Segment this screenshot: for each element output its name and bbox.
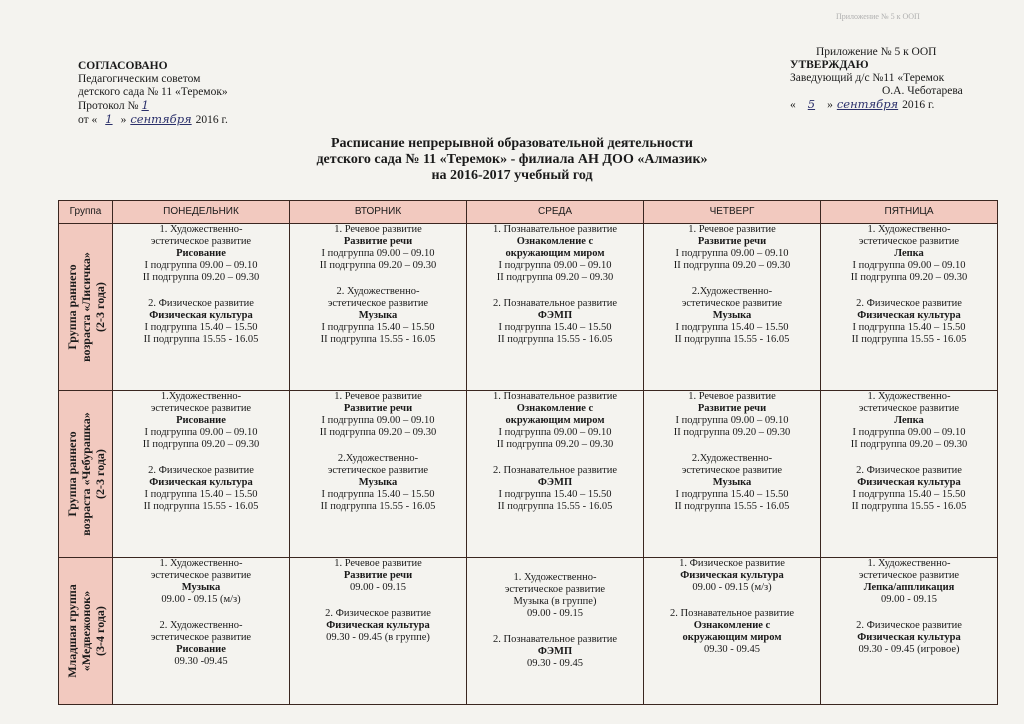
schedule-cell xyxy=(467,224,644,391)
cell-line: I подгруппа 09.00 – 09.10 xyxy=(498,260,612,271)
activity-title: Физическая культура xyxy=(857,632,961,644)
activity-title: Развитие речи xyxy=(697,236,767,247)
cell-line: 09.00 - 09.15 (м/з) xyxy=(161,594,241,606)
activity-title: окружающим миром xyxy=(505,415,605,427)
schedule-cell xyxy=(290,558,467,705)
cell-line: I подгруппа 15.40 – 15.50 xyxy=(852,322,966,333)
cell-line: эстетическое развитие xyxy=(327,298,429,309)
cell-line: II подгруппа 15.55 - 16.05 xyxy=(320,334,436,345)
cell-line: 2. Физическое развитие xyxy=(148,298,254,309)
header-group: Группа xyxy=(59,201,113,224)
date-line-right: « 5 » сентября 2016 г. xyxy=(790,97,935,111)
schedule-cell xyxy=(821,391,998,558)
activity-title: Лепка xyxy=(894,248,924,259)
cell-line: 1. Речевое развитие xyxy=(334,558,422,570)
protocol-line: Протокол № 1 xyxy=(78,98,149,112)
table-row xyxy=(59,224,998,391)
cell-line: 1. Речевое развитие xyxy=(688,391,776,403)
activity-title: Развитие речи xyxy=(343,236,413,247)
cell-line: II подгруппа 09.20 – 09.30 xyxy=(850,272,968,283)
activity-title: Физическая культура xyxy=(326,620,430,632)
date-day-handwritten: 1 xyxy=(105,112,113,126)
group-name xyxy=(65,584,107,678)
cell-line: 2.Художественно- xyxy=(691,286,773,297)
cell-spacer xyxy=(115,451,287,465)
header-monday: ПОНЕДЕЛЬНИК xyxy=(113,201,290,224)
cell-line: 09.00 - 09.15 xyxy=(350,582,406,594)
activity-title: Ознакомление с xyxy=(516,403,594,415)
schedule-cell xyxy=(290,224,467,391)
cell-line: 1. Речевое развитие xyxy=(688,224,776,235)
cell-line: II подгруппа 15.55 - 16.05 xyxy=(674,334,790,345)
cell-line: II подгруппа 09.20 – 09.30 xyxy=(673,260,791,271)
cell-line: I подгруппа 09.00 – 09.10 xyxy=(321,415,435,427)
table-header-row xyxy=(59,201,998,224)
activity-title: Рисование xyxy=(176,644,226,656)
cell-line: I подгруппа 15.40 – 15.50 xyxy=(498,322,612,333)
header-wednesday: СРЕДА xyxy=(467,201,644,224)
cell-spacer xyxy=(292,594,464,608)
cell-line: 09.00 - 09.15 xyxy=(527,608,583,620)
cell-spacer xyxy=(469,620,641,634)
group-name xyxy=(65,252,107,362)
header-thursday: ЧЕТВЕРГ xyxy=(644,201,821,224)
activity-title: Рисование xyxy=(176,415,226,427)
activity-title: Физическая культура xyxy=(857,310,961,321)
cell-line: эстетическое развитие xyxy=(681,298,783,309)
cell-line: II подгруппа 15.55 - 16.05 xyxy=(674,501,790,513)
date-month-handwritten: сентября xyxy=(836,97,899,111)
title-line-1: Расписание непрерывной образовательной деятельности xyxy=(331,136,693,151)
cell-line: II подгруппа 15.55 - 16.05 xyxy=(320,501,436,513)
schedule-cell xyxy=(113,224,290,391)
activity-title: Физическая культура xyxy=(149,310,253,321)
activity-title: Музыка xyxy=(712,310,752,321)
cell-spacer xyxy=(115,284,287,298)
cell-line: 2. Художественно- xyxy=(336,286,420,297)
group-name-line: возраста «Лисичка» xyxy=(78,252,93,362)
group-cell xyxy=(59,224,113,391)
cell-line: 09.30 -09.45 xyxy=(174,656,228,668)
schedule-cell xyxy=(113,558,290,705)
cell-line: I подгруппа 09.00 – 09.10 xyxy=(144,427,258,439)
cell-line: II подгруппа 09.20 – 09.30 xyxy=(142,272,260,283)
cell-spacer xyxy=(115,606,287,620)
activity-title: Музыка xyxy=(712,477,752,489)
table-row xyxy=(59,558,998,705)
group-name-line: возраста «Чебурашка» xyxy=(78,412,93,536)
cell-line: 1. Познавательное развитие xyxy=(492,391,618,403)
activity-title: Лепка/аппликация xyxy=(863,582,955,594)
schedule-cell xyxy=(113,391,290,558)
activity-title: Ознакомление с xyxy=(516,236,594,247)
cell-line: 2.Художественно- xyxy=(691,453,773,465)
cell-line: II подгруппа 09.20 – 09.30 xyxy=(319,427,437,439)
cell-line: эстетическое развитие xyxy=(858,403,960,415)
cell-line: 09.30 - 09.45 (игровое) xyxy=(858,644,960,656)
activity-title: Музыка xyxy=(358,310,398,321)
title-line-2: детского сада № 11 «Теремок» - филиала АН ДОО «Алмазик» xyxy=(316,152,708,167)
activity-title: Развитие речи xyxy=(343,570,413,582)
cell-line: I подгруппа 09.00 – 09.10 xyxy=(675,415,789,427)
group-name-line: (3-4 года) xyxy=(92,606,107,657)
cell-line: I подгруппа 09.00 – 09.10 xyxy=(852,260,966,271)
cell-line: I подгруппа 15.40 – 15.50 xyxy=(144,489,258,501)
cell-line: 1. Познавательное развитие xyxy=(492,224,618,235)
cell-line: I подгруппа 09.00 – 09.10 xyxy=(675,248,789,259)
schedule-cell xyxy=(821,224,998,391)
cell-line: II подгруппа 15.55 - 16.05 xyxy=(143,334,259,345)
cell-line: II подгруппа 09.20 – 09.30 xyxy=(319,260,437,271)
cell-line: 1. Речевое развитие xyxy=(334,224,422,235)
cell-line: II подгруппа 09.20 – 09.30 xyxy=(496,272,614,283)
cell-line: II подгруппа 15.55 - 16.05 xyxy=(851,334,967,345)
date-line-left: от « 1 » сентября 2016 г. xyxy=(78,112,228,126)
schedule-cell xyxy=(467,391,644,558)
cell-line: II подгруппа 09.20 – 09.30 xyxy=(142,439,260,451)
cell-line: I подгруппа 15.40 – 15.50 xyxy=(498,489,612,501)
cell-spacer xyxy=(823,451,995,465)
cell-line: 09.30 - 09.45 xyxy=(704,644,760,656)
cell-line: 1. Художественно- xyxy=(159,224,243,235)
group-name-line: «Медвежонок» xyxy=(78,590,93,672)
group-name-line: Группа раннего xyxy=(64,264,79,350)
cell-line: Музыка (в группе) xyxy=(513,596,597,608)
cell-line: II подгруппа 09.20 – 09.30 xyxy=(850,439,968,451)
head-line: Заведующий д/с №11 «Теремок xyxy=(790,72,945,84)
schedule-cell xyxy=(644,391,821,558)
group-cell xyxy=(59,558,113,705)
cell-line: II подгруппа 15.55 - 16.05 xyxy=(143,501,259,513)
activity-title: окружающим миром xyxy=(505,248,605,259)
cell-line: 2. Познавательное развитие xyxy=(492,634,618,646)
cell-spacer xyxy=(646,439,818,453)
signature-line: О.А. Чеботарева xyxy=(882,85,963,97)
cell-line: 2. Познавательное развитие xyxy=(492,465,618,477)
cell-line: эстетическое развитие xyxy=(858,570,960,582)
cell-line: 09.30 - 09.45 xyxy=(527,658,583,670)
appendix-line: Приложение № 5 к ООП xyxy=(816,46,937,58)
cell-line: 2. Физическое развитие xyxy=(856,298,962,309)
protocol-number-handwritten: 1 xyxy=(141,98,149,112)
cell-line: I подгруппа 09.00 – 09.10 xyxy=(852,427,966,439)
cell-line: II подгруппа 09.20 – 09.30 xyxy=(496,439,614,451)
approval-block-left xyxy=(78,60,228,127)
header-tuesday: ВТОРНИК xyxy=(290,201,467,224)
cell-line: II подгруппа 09.20 – 09.30 xyxy=(673,427,791,439)
activity-title: окружающим миром xyxy=(682,632,782,644)
activity-title: Развитие речи xyxy=(697,403,767,415)
cell-line: 1. Художественно- xyxy=(513,572,597,584)
activity-title: ФЭМП xyxy=(537,477,573,489)
cell-line: эстетическое развитие xyxy=(504,584,606,596)
activity-title: Рисование xyxy=(176,248,226,259)
cell-line: 1. Речевое развитие xyxy=(334,391,422,403)
document-title xyxy=(0,136,1024,184)
cell-spacer xyxy=(823,284,995,298)
cell-line: эстетическое развитие xyxy=(327,465,429,477)
cell-line: I подгруппа 15.40 – 15.50 xyxy=(321,489,435,501)
cell-line: I подгруппа 15.40 – 15.50 xyxy=(144,322,258,333)
cell-line: II подгруппа 15.55 - 16.05 xyxy=(497,501,613,513)
top-stamp: Приложение № 5 к ООП xyxy=(836,12,920,21)
cell-line: 2. Познавательное развитие xyxy=(492,298,618,309)
date-month-handwritten: сентября xyxy=(130,112,192,126)
activity-title: Ознакомление с xyxy=(693,620,771,632)
cell-line: I подгруппа 15.40 – 15.50 xyxy=(321,322,435,333)
schedule-cell xyxy=(821,558,998,705)
activity-title: Музыка xyxy=(181,582,221,594)
cell-spacer xyxy=(646,272,818,286)
activity-title: Музыка xyxy=(358,477,398,489)
activity-title: Физическая культура xyxy=(149,477,253,489)
activity-title: Физическая культура xyxy=(857,477,961,489)
cell-line: 1.Художественно- xyxy=(160,391,242,403)
cell-line: 2. Физическое развитие xyxy=(856,620,962,632)
schedule-cell xyxy=(644,224,821,391)
cell-line: 2. Познавательное развитие xyxy=(669,608,795,620)
cell-line: 2. Физическое развитие xyxy=(856,465,962,477)
cell-line: I подгруппа 09.00 – 09.10 xyxy=(321,248,435,259)
title-line-3: на 2016-2017 учебный год xyxy=(431,168,593,183)
group-name xyxy=(65,412,107,535)
cell-line: I подгруппа 15.40 – 15.50 xyxy=(852,489,966,501)
activity-title: Лепка xyxy=(894,415,924,427)
cell-spacer xyxy=(292,439,464,453)
agreed-heading: СОГЛАСОВАНО xyxy=(78,60,168,72)
schedule-cell xyxy=(290,391,467,558)
cell-line: II подгруппа 15.55 - 16.05 xyxy=(497,334,613,345)
cell-line: 09.00 - 09.15 (м/з) xyxy=(692,582,772,594)
table-body xyxy=(59,224,998,705)
cell-line: эстетическое развитие xyxy=(681,465,783,477)
cell-line: 1. Художественно- xyxy=(867,224,951,235)
council-line: Педагогическим советом xyxy=(78,73,201,85)
group-name-line: (2-3 года) xyxy=(92,449,107,500)
cell-spacer xyxy=(469,284,641,298)
cell-line: I подгруппа 15.40 – 15.50 xyxy=(675,322,789,333)
cell-line: I подгруппа 15.40 – 15.50 xyxy=(675,489,789,501)
activity-title: ФЭМП xyxy=(537,646,573,658)
cell-line: эстетическое развитие xyxy=(150,236,252,247)
cell-spacer xyxy=(823,606,995,620)
activity-title: Развитие речи xyxy=(343,403,413,415)
cell-line: эстетическое развитие xyxy=(150,403,252,415)
schedule-cell xyxy=(644,558,821,705)
cell-line: эстетическое развитие xyxy=(858,236,960,247)
activity-title: ФЭМП xyxy=(537,310,573,321)
cell-line: 1. Художественно- xyxy=(159,558,243,570)
cell-spacer xyxy=(469,558,641,572)
group-name-line: Группа раннего xyxy=(64,431,79,517)
cell-line: 2. Физическое развитие xyxy=(148,465,254,477)
cell-spacer xyxy=(469,451,641,465)
cell-line: 09.30 - 09.45 (в группе) xyxy=(326,632,430,644)
cell-line: 2. Физическое развитие xyxy=(325,608,431,620)
cell-line: 1. Физическое развитие xyxy=(679,558,785,570)
cell-spacer xyxy=(646,594,818,608)
cell-line: II подгруппа 15.55 - 16.05 xyxy=(851,501,967,513)
group-cell xyxy=(59,391,113,558)
cell-line: I подгруппа 09.00 – 09.10 xyxy=(498,427,612,439)
cell-line: 2.Художественно- xyxy=(337,453,419,465)
table-row xyxy=(59,391,998,558)
group-name-line: (2-3 года) xyxy=(92,282,107,332)
date-day-handwritten: 5 xyxy=(807,97,816,111)
cell-line: 09.00 - 09.15 xyxy=(881,594,937,606)
group-name-line: Младшая группа xyxy=(64,584,79,678)
cell-spacer xyxy=(292,272,464,286)
cell-line: 1. Художественно- xyxy=(867,391,951,403)
cell-line: I подгруппа 09.00 – 09.10 xyxy=(144,260,258,271)
schedule-cell xyxy=(467,558,644,705)
kindergarten-line: детского сада № 11 «Теремок» xyxy=(78,86,228,98)
schedule-table xyxy=(58,200,998,705)
header-friday: ПЯТНИЦА xyxy=(821,201,998,224)
approval-block-right xyxy=(790,46,1010,112)
cell-line: 2. Художественно- xyxy=(159,620,243,632)
cell-line: 1. Художественно- xyxy=(867,558,951,570)
cell-line: эстетическое развитие xyxy=(150,632,252,644)
activity-title: Физическая культура xyxy=(680,570,784,582)
approve-heading: УТВЕРЖДАЮ xyxy=(790,59,869,71)
cell-line: эстетическое развитие xyxy=(150,570,252,582)
